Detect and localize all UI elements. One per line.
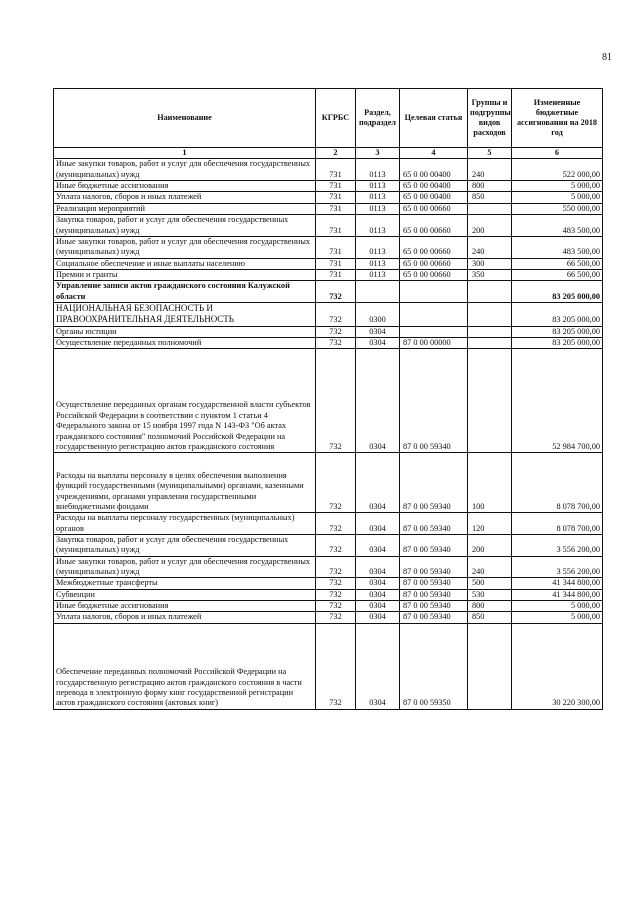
table-row	[54, 337, 603, 348]
row-vid-rashodov: 200	[468, 215, 512, 237]
row-name: Управление записи актов гражданского состояния Калужской области	[54, 281, 316, 303]
row-statya: 65 0 00 00660	[400, 236, 468, 258]
row-amount: 5 000,00	[512, 181, 603, 192]
row-amount: 5 000,00	[512, 612, 603, 623]
table-row	[54, 258, 603, 269]
row-name: Закупка товаров, работ и услуг для обеспечения государственных (муниципальных) нужд	[54, 534, 316, 556]
row-vid-rashodov: 530	[468, 589, 512, 600]
row-statya: 65 0 00 00400	[400, 181, 468, 192]
col-number: 1	[54, 148, 316, 159]
row-kgrbs: 732	[316, 513, 356, 535]
row-statya: 87 0 00 59340	[400, 601, 468, 612]
table-row	[54, 181, 603, 192]
row-statya	[400, 281, 468, 303]
row-razdel: 0304	[356, 534, 400, 556]
row-kgrbs: 732	[316, 612, 356, 623]
row-razdel: 0113	[356, 258, 400, 269]
column-number-row	[54, 148, 603, 159]
row-kgrbs: 732	[316, 589, 356, 600]
row-name: Уплата налогов, сборов и иных платежей	[54, 192, 316, 203]
row-statya: 87 0 00 59340	[400, 349, 468, 453]
page-number: 81	[602, 52, 612, 63]
row-amount: 8 078 700,00	[512, 513, 603, 535]
table-row	[54, 192, 603, 203]
row-name: НАЦИОНАЛЬНАЯ БЕЗОПАСНОСТЬ И ПРАВООХРАНИТЕЛЬНАЯ ДЕЯТЕЛЬНОСТЬ	[54, 303, 316, 327]
row-kgrbs: 732	[316, 623, 356, 709]
row-name: Межбюджетные трансферты	[54, 578, 316, 589]
row-amount: 5 000,00	[512, 192, 603, 203]
row-kgrbs: 732	[316, 349, 356, 453]
row-kgrbs: 731	[316, 269, 356, 280]
row-amount: 550 000,00	[512, 203, 603, 214]
col-number: 5	[468, 148, 512, 159]
row-statya: 87 0 00 59340	[400, 453, 468, 513]
row-name: Осуществление переданных органам государственной власти субъектов Российской Федерации в соответствии с пунктом 1 статьи 4 Федерального закона от 15 ноября 1997 года N 143-ФЗ "Об актах гражданского состояния" полномочий Российской Федерации на государственную регистрацию актов гражданского состояния	[54, 349, 316, 453]
row-razdel: 0304	[356, 612, 400, 623]
row-razdel: 0300	[356, 303, 400, 327]
row-statya: 65 0 00 00660	[400, 215, 468, 237]
col-number: 6	[512, 148, 603, 159]
row-vid-rashodov: 240	[468, 556, 512, 578]
row-vid-rashodov	[468, 203, 512, 214]
row-amount: 41 344 800,00	[512, 589, 603, 600]
header-razdel: Раздел, подраздел	[356, 89, 400, 148]
row-kgrbs: 731	[316, 236, 356, 258]
row-razdel: 0113	[356, 181, 400, 192]
row-amount: 30 220 300,00	[512, 623, 603, 709]
row-vid-rashodov	[468, 623, 512, 709]
row-amount: 83 205 000,00	[512, 303, 603, 327]
row-name: Иные закупки товаров, работ и услуг для обеспечения государственных (муниципальных) нужд	[54, 556, 316, 578]
row-razdel: 0113	[356, 192, 400, 203]
table-row	[54, 203, 603, 214]
row-amount: 52 984 700,00	[512, 349, 603, 453]
row-razdel: 0113	[356, 159, 400, 181]
table-row	[54, 236, 603, 258]
row-kgrbs: 732	[316, 281, 356, 303]
row-statya: 65 0 00 00660	[400, 269, 468, 280]
row-razdel: 0113	[356, 215, 400, 237]
row-kgrbs: 732	[316, 578, 356, 589]
row-amount: 41 344 800,00	[512, 578, 603, 589]
row-kgrbs: 731	[316, 192, 356, 203]
row-amount: 8 078 700,00	[512, 453, 603, 513]
table-row	[54, 612, 603, 623]
row-razdel: 0113	[356, 203, 400, 214]
table-row	[54, 601, 603, 612]
table-body	[54, 159, 603, 709]
row-vid-rashodov: 350	[468, 269, 512, 280]
row-statya: 65 0 00 00400	[400, 159, 468, 181]
row-razdel: 0304	[356, 623, 400, 709]
col-number: 4	[400, 148, 468, 159]
row-vid-rashodov: 200	[468, 534, 512, 556]
row-statya: 87 0 00 59340	[400, 589, 468, 600]
table-row	[54, 349, 603, 453]
row-vid-rashodov: 240	[468, 159, 512, 181]
row-kgrbs: 732	[316, 534, 356, 556]
row-name: Субвенции	[54, 589, 316, 600]
row-statya: 87 0 00 59340	[400, 534, 468, 556]
row-razdel: 0113	[356, 269, 400, 280]
row-vid-rashodov: 120	[468, 513, 512, 535]
header-assign: Измененные бюджетные ассигнования на 2018 год	[512, 89, 603, 148]
table-row	[54, 578, 603, 589]
table-row	[54, 281, 603, 303]
table-row	[54, 159, 603, 181]
row-kgrbs: 731	[316, 181, 356, 192]
table-row	[54, 513, 603, 535]
row-name: Иные бюджетные ассигнования	[54, 181, 316, 192]
row-name: Закупка товаров, работ и услуг для обеспечения государственных (муниципальных) нужд	[54, 215, 316, 237]
row-name: Реализация мероприятий	[54, 203, 316, 214]
row-razdel: 0304	[356, 556, 400, 578]
row-razdel: 0304	[356, 589, 400, 600]
header-statya: Целевая статья	[400, 89, 468, 148]
col-number: 3	[356, 148, 400, 159]
row-statya: 65 0 00 00660	[400, 203, 468, 214]
row-razdel: 0113	[356, 236, 400, 258]
table-row	[54, 303, 603, 327]
row-amount: 83 205 000,00	[512, 281, 603, 303]
row-statya: 87 0 00 00000	[400, 337, 468, 348]
table-row	[54, 623, 603, 709]
row-razdel: 0304	[356, 337, 400, 348]
header-name: Наименование	[54, 89, 316, 148]
row-kgrbs: 732	[316, 601, 356, 612]
row-name: Уплата налогов, сборов и иных платежей	[54, 612, 316, 623]
row-kgrbs: 732	[316, 303, 356, 327]
header-row	[54, 89, 603, 148]
row-razdel: 0304	[356, 601, 400, 612]
row-amount: 522 000,00	[512, 159, 603, 181]
row-amount: 83 205 000,00	[512, 326, 603, 337]
row-kgrbs: 731	[316, 203, 356, 214]
row-statya	[400, 303, 468, 327]
row-name: Осуществление переданных полномочий	[54, 337, 316, 348]
row-kgrbs: 731	[316, 258, 356, 269]
row-statya: 87 0 00 59350	[400, 623, 468, 709]
row-amount: 5 000,00	[512, 601, 603, 612]
row-name: Органы юстиции	[54, 326, 316, 337]
row-vid-rashodov: 800	[468, 181, 512, 192]
row-vid-rashodov: 800	[468, 601, 512, 612]
row-vid-rashodov	[468, 349, 512, 453]
row-vid-rashodov	[468, 303, 512, 327]
row-amount: 483 500,00	[512, 215, 603, 237]
row-vid-rashodov	[468, 337, 512, 348]
row-razdel: 0304	[356, 349, 400, 453]
row-name: Иные закупки товаров, работ и услуг для обеспечения государственных (муниципальных) нужд	[54, 159, 316, 181]
table-row	[54, 269, 603, 280]
row-statya: 87 0 00 59340	[400, 578, 468, 589]
row-name: Расходы на выплаты персоналу государственных (муниципальных) органов	[54, 513, 316, 535]
row-vid-rashodov: 850	[468, 612, 512, 623]
row-statya: 65 0 00 00660	[400, 258, 468, 269]
row-kgrbs: 732	[316, 453, 356, 513]
row-razdel: 0304	[356, 326, 400, 337]
row-statya: 87 0 00 59340	[400, 612, 468, 623]
row-vid-rashodov: 100	[468, 453, 512, 513]
row-amount: 83 205 000,00	[512, 337, 603, 348]
table-row	[54, 215, 603, 237]
row-razdel: 0304	[356, 578, 400, 589]
row-kgrbs: 732	[316, 337, 356, 348]
row-razdel: 0304	[356, 513, 400, 535]
header-gruppy: Группы и подгруппы видов расходов	[468, 89, 512, 148]
row-vid-rashodov	[468, 281, 512, 303]
table-row	[54, 534, 603, 556]
row-vid-rashodov: 300	[468, 258, 512, 269]
row-razdel	[356, 281, 400, 303]
row-vid-rashodov: 240	[468, 236, 512, 258]
col-number: 2	[316, 148, 356, 159]
table-row	[54, 556, 603, 578]
row-amount: 66 500,00	[512, 258, 603, 269]
row-vid-rashodov: 500	[468, 578, 512, 589]
row-kgrbs: 731	[316, 215, 356, 237]
row-razdel: 0304	[356, 453, 400, 513]
row-vid-rashodov: 850	[468, 192, 512, 203]
row-name: Социальное обеспечение и иные выплаты населению	[54, 258, 316, 269]
budget-table	[53, 88, 603, 710]
row-name: Обеспечение переданных полномочий Российской Федерации на государственную регистрацию актов гражданского состояния в части перевода в электронную форму книг государственной регистрации актов гражданского состояния (актовых книг)	[54, 623, 316, 709]
row-name: Иные бюджетные ассигнования	[54, 601, 316, 612]
table-row	[54, 326, 603, 337]
row-kgrbs: 732	[316, 326, 356, 337]
table-row	[54, 589, 603, 600]
row-name: Премии и гранты	[54, 269, 316, 280]
row-amount: 66 500,00	[512, 269, 603, 280]
row-amount: 3 556 200,00	[512, 556, 603, 578]
row-kgrbs: 731	[316, 159, 356, 181]
row-statya: 87 0 00 59340	[400, 556, 468, 578]
row-statya: 65 0 00 00400	[400, 192, 468, 203]
row-statya: 87 0 00 59340	[400, 513, 468, 535]
table-row	[54, 453, 603, 513]
row-kgrbs: 732	[316, 556, 356, 578]
row-name: Расходы на выплаты персоналу в целях обеспечения выполнения функций государственными (муниципальными) органами, казенными учреждениями, органами управления государственными внебюджетными фондами	[54, 453, 316, 513]
row-amount: 483 500,00	[512, 236, 603, 258]
header-kgrbs: КГРБС	[316, 89, 356, 148]
row-statya	[400, 326, 468, 337]
row-amount: 3 556 200,00	[512, 534, 603, 556]
row-name: Иные закупки товаров, работ и услуг для обеспечения государственных (муниципальных) нужд	[54, 236, 316, 258]
row-vid-rashodov	[468, 326, 512, 337]
